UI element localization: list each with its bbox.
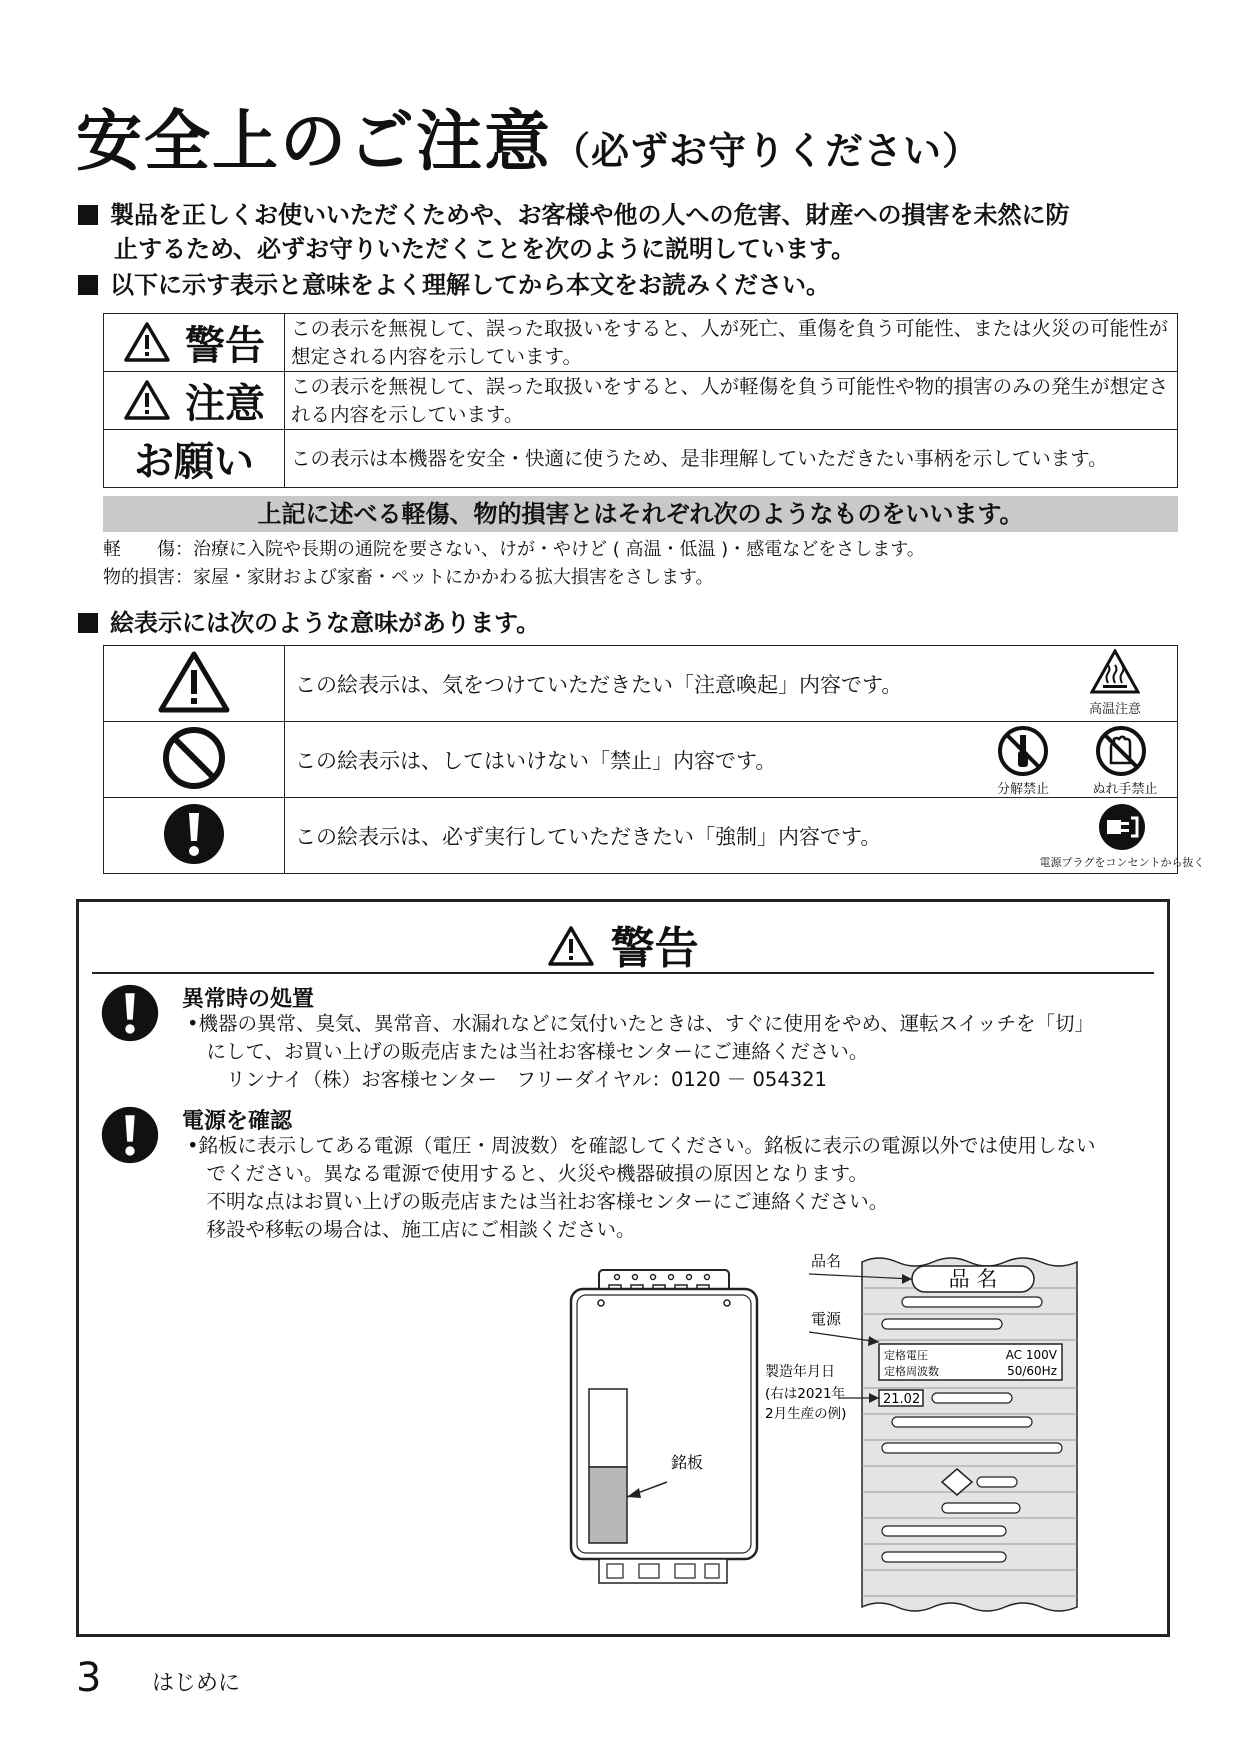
pictogram-icon-cell — [104, 722, 285, 798]
signal-description: この表示は本機器を安全・快適に使うため、是非理解していただきたい事柄を示しています。 — [285, 430, 1178, 488]
pictogram-row-prohibition — [104, 722, 1178, 798]
definition-term: 軽 傷 — [103, 539, 175, 560]
definition-desc: ：治療に入院や長期の通院を要さない、けが・やけど ( 高温・低温 )・感電などをさします。 — [175, 539, 925, 560]
signal-description: この表示を無視して、誤った取扱いをすると、人が軽傷を負う可能性や物的損害のみの発生が想定される内容を示しています。 — [285, 372, 1178, 430]
square-bullet-icon — [78, 205, 98, 225]
signal-row-caution — [104, 372, 1178, 430]
rated-frequency-label: 定格周波数 — [884, 1365, 939, 1378]
page-number: 3 — [76, 1655, 102, 1701]
signal-label: お願い — [104, 430, 285, 488]
pictogram-text-cell — [285, 646, 1178, 722]
date-note: 2月生産の例) — [765, 1406, 847, 1422]
title-main: 安全上のご注意 — [76, 103, 552, 180]
pictogram-icon-cell — [104, 798, 285, 874]
pictogram-table — [103, 645, 1205, 874]
date-value: 21.02 — [883, 1392, 921, 1407]
no-wet-hands-icon — [1095, 725, 1147, 777]
rated-voltage-label: 定格電圧 — [884, 1349, 928, 1362]
rated-frequency-value: 50/60Hz — [1007, 1364, 1057, 1378]
high-temperature-icon — [1090, 649, 1140, 695]
plate-name-text: 品 名 — [948, 1267, 998, 1291]
signal-label-cell — [104, 314, 285, 372]
product-name-label: 品名 — [811, 1252, 842, 1270]
warning-triangle-icon — [123, 321, 171, 363]
body-line: でください。異なる電源で使用すると、火災や機器破損の原因となります。 — [187, 1162, 868, 1185]
power-label: 電源 — [811, 1310, 842, 1328]
caution-triangle-icon — [157, 650, 231, 714]
pictogram-icon-cell — [104, 646, 285, 722]
pictogram-example-label: ぬれ手禁止 — [1092, 782, 1158, 797]
no-disassembly-icon — [997, 725, 1049, 777]
prohibition-circle-icon — [161, 725, 227, 791]
body-line: •機器の異常、臭気、異常音、水漏れなどに気付いたときは、すぐに使用をやめ、運転スイッチを「切」 — [187, 1012, 1094, 1035]
body-line: •銘板に表示してある電源（電圧・周波数）を確認してください。銘板に表示の電源以外では使用しない — [187, 1134, 1096, 1157]
body-line: リンナイ（株）お客様センター フリーダイヤル：0120 － 054321 — [187, 1068, 827, 1091]
pictogram-example-label: 高温注意 — [1088, 702, 1141, 717]
signal-label: 警告 — [184, 323, 265, 369]
pictogram-row-caution — [104, 646, 1178, 722]
square-bullet-icon — [78, 275, 98, 295]
warning-box — [76, 899, 1170, 1637]
definition-row — [103, 563, 714, 589]
signal-row-warning — [104, 314, 1178, 372]
intro-text: 以下に示す表示と意味をよく理解してから本文をお読みください。 — [110, 271, 830, 299]
definition-banner: 上記に述べる軽傷、物的損害とはそれぞれ次のようなものをいいます。 — [103, 496, 1178, 532]
pictogram-text: この絵表示は、気をつけていただきたい「注意喚起」内容です。 — [295, 672, 903, 697]
definition-desc: ：家屋・家財および家畜・ペットにかかわる拡大損害をさします。 — [175, 567, 714, 588]
pictogram-text-cell — [285, 722, 1178, 798]
square-bullet-icon — [78, 613, 98, 633]
body-line: にして、お買い上げの販売店または当社お客様センターにご連絡ください。 — [187, 1040, 869, 1063]
date-note: (右は2021年 — [765, 1386, 846, 1402]
pictogram-example-label: 分解禁止 — [996, 782, 1049, 797]
warning-triangle-icon — [123, 379, 171, 421]
intro-bullet-1-cont: 止するため、必ずお守りいただくことを次のように説明しています。 — [114, 235, 856, 263]
body-line: 移設や移転の場合は、施工店にご相談ください。 — [187, 1218, 636, 1241]
section-heading: 異常時の処置 — [182, 987, 315, 1012]
definition-term: 物的損害 — [103, 567, 175, 588]
body-line: 不明な点はお買い上げの販売店または当社お客様センターにご連絡ください。 — [187, 1190, 889, 1213]
nameplate-label: 銘板 — [671, 1453, 704, 1472]
section-name: はじめに — [152, 1671, 241, 1696]
nameplate-diagram — [79, 902, 1167, 1634]
warning-title-text: 警告 — [610, 923, 699, 974]
pictogram-heading — [78, 606, 540, 640]
intro-text: 製品を正しくお使いいただくためや、お客様や他の人への危害、財産への損害を未然に防 — [110, 201, 1070, 229]
signal-row-request — [104, 430, 1178, 488]
signal-word-table — [103, 313, 1178, 488]
intro-bullet-1 — [78, 198, 1070, 232]
pictogram-text-cell — [285, 798, 1205, 874]
title-sub: （必ずお守りください） — [552, 129, 982, 173]
section-heading: 電源を確認 — [182, 1109, 293, 1134]
rated-voltage-value: AC 100V — [1005, 1348, 1057, 1362]
manufacture-date-label: 製造年月日 — [765, 1364, 835, 1380]
intro-bullet-2 — [78, 268, 830, 302]
mandatory-exclamation-icon — [161, 801, 227, 867]
water-heater-illustration — [571, 1270, 757, 1583]
page-title — [76, 88, 981, 183]
pictogram-heading-text: 絵表示には次のような意味があります。 — [110, 609, 541, 637]
definition-row — [103, 535, 925, 561]
pictogram-text: この絵表示は、してはいけない「禁止」内容です。 — [295, 748, 777, 773]
signal-description: この表示を無視して、誤った取扱いをすると、人が死亡、重傷を負う可能性、または火災の可能性が想定される内容を示しています。 — [285, 314, 1178, 372]
signal-label-cell — [104, 372, 285, 430]
nameplate-detail — [862, 1258, 1077, 1611]
pictogram-row-mandatory — [104, 798, 1178, 874]
unplug-icon — [1097, 802, 1147, 852]
pictogram-example-label: 電源プラグをコンセントから抜く — [1039, 856, 1205, 869]
pictogram-text: この絵表示は、必ず実行していただきたい「強制」内容です。 — [295, 824, 882, 849]
signal-label: 注意 — [184, 381, 265, 427]
